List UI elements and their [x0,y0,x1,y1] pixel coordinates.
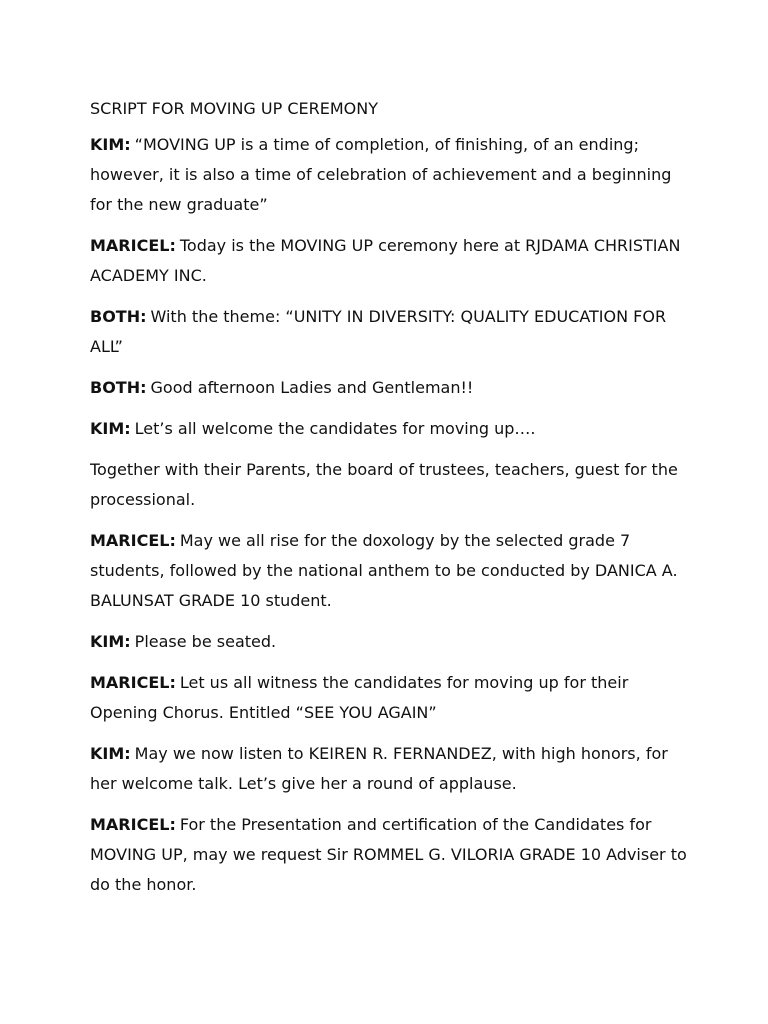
script-paragraph [90,810,690,900]
speaker-label: MARICEL: [90,673,176,692]
speaker-label: KIM: [90,135,131,154]
speaker-label: BOTH: [90,378,147,397]
speaker-label: KIM: [90,632,131,651]
script-paragraph [90,668,690,728]
script-paragraph [90,526,690,616]
speaker-label: MARICEL: [90,815,176,834]
script-paragraph [90,627,690,657]
script-paragraph [90,739,690,799]
speaker-label: KIM: [90,419,131,438]
paragraph-text: For the Presentation and certification of the Candidates for MOVING UP, may we request Sir ROMMEL G. VILORIA GRADE 10 Adviser to do the honor. [90,815,687,894]
speaker-label: MARICEL: [90,236,176,255]
paragraph-text: May we now listen to KEIREN R. FERNANDEZ, with high honors, for her welcome talk. Let’s give her a round of applause. [90,744,668,793]
paragraph-text: Today is the MOVING UP ceremony here at RJDAMA CHRISTIAN ACADEMY INC. [90,236,681,285]
script-paragraph [90,130,690,220]
script-paragraph [90,231,690,291]
script-paragraph [90,302,690,362]
document-page [90,94,690,911]
paragraph-text: Let us all witness the candidates for moving up for their Opening Chorus. Entitled “SEE YOU AGAIN” [90,673,629,722]
paragraph-text: Together with their Parents, the board of trustees, teachers, guest for the processional. [90,460,678,509]
paragraph-text: Good afternoon Ladies and Gentleman!! [150,378,474,397]
speaker-label: MARICEL: [90,531,176,550]
paragraph-text: May we all rise for the doxology by the selected grade 7 students, followed by the national anthem to be conducted by DANICA A. BALUNSAT GRADE 10 student. [90,531,678,610]
speaker-label: KIM: [90,744,131,763]
script-paragraph [90,373,690,403]
script-paragraph [90,455,690,515]
paragraph-text: Let’s all welcome the candidates for moving up…. [134,419,536,438]
paragraph-text: With the theme: “UNITY IN DIVERSITY: QUALITY EDUCATION FOR ALL” [90,307,667,356]
script-paragraph [90,414,690,444]
speaker-label: BOTH: [90,307,147,326]
paragraph-text: “MOVING UP is a time of completion, of finishing, of an ending; however, it is also a time of celebration of achievement and a beginning for the new graduate” [90,135,672,214]
paragraph-text: Please be seated. [134,632,277,651]
document-title: SCRIPT FOR MOVING UP CEREMONY [90,99,378,118]
